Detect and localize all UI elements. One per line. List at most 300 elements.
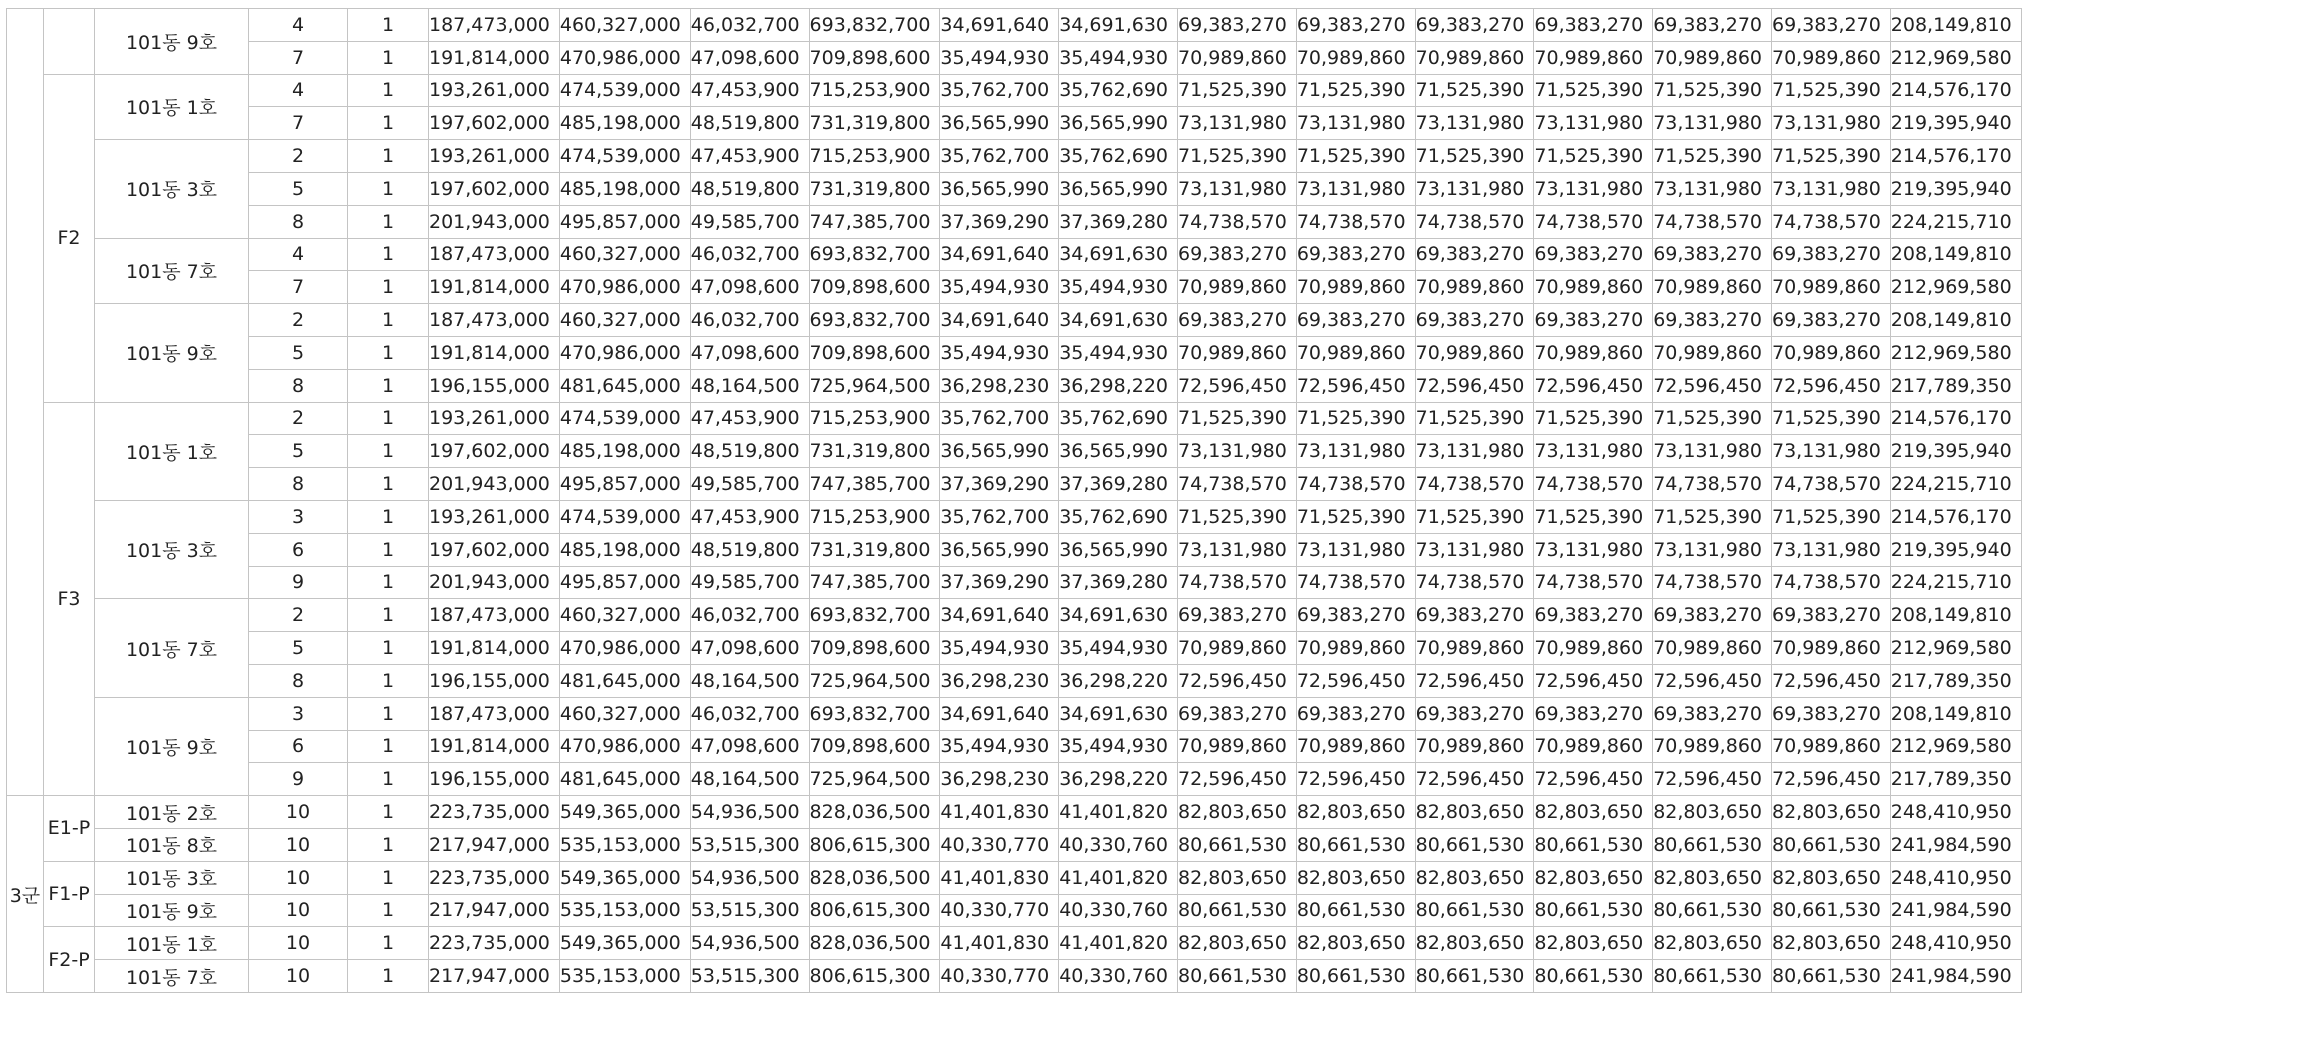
data-cell: 747,385,700: [809, 566, 940, 599]
data-cell: 248,410,950: [1890, 796, 2021, 829]
data-cell: 71,525,390: [1653, 500, 1772, 533]
data-cell: 193,261,000: [429, 140, 560, 173]
data-cell: 36,298,230: [940, 664, 1059, 697]
data-cell: 74,738,570: [1534, 468, 1653, 501]
data-cell: 82,803,650: [1296, 861, 1415, 894]
data-cell: 2: [249, 140, 348, 173]
data-cell: 474,539,000: [559, 500, 690, 533]
unit-cell: 101동 9호: [95, 697, 249, 795]
data-cell: 46,032,700: [690, 238, 809, 271]
data-cell: 214,576,170: [1890, 74, 2021, 107]
data-cell: 80,661,530: [1653, 894, 1772, 927]
data-cell: 80,661,530: [1415, 894, 1534, 927]
data-cell: 212,969,580: [1890, 41, 2021, 74]
table-row: [7, 632, 2022, 665]
data-cell: 806,615,300: [809, 828, 940, 861]
data-cell: 80,661,530: [1178, 894, 1297, 927]
data-cell: 70,989,860: [1534, 632, 1653, 665]
table-row: [7, 599, 2022, 632]
data-cell: 693,832,700: [809, 9, 940, 42]
data-cell: 72,596,450: [1415, 369, 1534, 402]
data-cell: 48,164,500: [690, 369, 809, 402]
data-cell: 201,943,000: [429, 468, 560, 501]
data-cell: 35,494,930: [940, 632, 1059, 665]
data-cell: 72,596,450: [1653, 369, 1772, 402]
data-cell: 69,383,270: [1415, 697, 1534, 730]
data-cell: 223,735,000: [429, 796, 560, 829]
data-cell: 35,494,930: [940, 271, 1059, 304]
data-cell: 70,989,860: [1178, 632, 1297, 665]
data-cell: 191,814,000: [429, 271, 560, 304]
data-cell: 485,198,000: [559, 107, 690, 140]
data-cell: 35,494,930: [1059, 730, 1178, 763]
data-cell: 3: [249, 697, 348, 730]
data-cell: 70,989,860: [1653, 271, 1772, 304]
table-row: [7, 927, 2022, 960]
data-cell: 37,369,280: [1059, 566, 1178, 599]
data-cell: 80,661,530: [1415, 960, 1534, 993]
data-cell: 72,596,450: [1534, 664, 1653, 697]
table-row: [7, 500, 2022, 533]
data-cell: 74,738,570: [1415, 205, 1534, 238]
data-cell: 47,453,900: [690, 402, 809, 435]
table-row: [7, 369, 2022, 402]
subgroup-cell: F2: [44, 74, 95, 402]
table-row: [7, 763, 2022, 796]
data-cell: 82,803,650: [1653, 861, 1772, 894]
data-cell: 49,585,700: [690, 468, 809, 501]
data-cell: 196,155,000: [429, 369, 560, 402]
data-cell: 197,602,000: [429, 172, 560, 205]
data-cell: 201,943,000: [429, 566, 560, 599]
data-cell: 48,519,800: [690, 172, 809, 205]
data-cell: 828,036,500: [809, 861, 940, 894]
table-row: [7, 533, 2022, 566]
data-cell: 72,596,450: [1534, 369, 1653, 402]
data-cell: 73,131,980: [1653, 435, 1772, 468]
data-cell: 71,525,390: [1772, 140, 1891, 173]
data-cell: 70,989,860: [1178, 271, 1297, 304]
data-cell: 72,596,450: [1534, 763, 1653, 796]
data-cell: 208,149,810: [1890, 9, 2021, 42]
data-cell: 69,383,270: [1772, 238, 1891, 271]
data-cell: 74,738,570: [1296, 468, 1415, 501]
data-cell: 6: [249, 533, 348, 566]
data-cell: 193,261,000: [429, 402, 560, 435]
data-cell: 82,803,650: [1415, 861, 1534, 894]
data-cell: 82,803,650: [1415, 796, 1534, 829]
table-row: [7, 140, 2022, 173]
subgroup-cell: [44, 9, 95, 75]
data-cell: 82,803,650: [1772, 927, 1891, 960]
data-cell: 219,395,940: [1890, 533, 2021, 566]
data-cell: 35,762,700: [940, 402, 1059, 435]
data-cell: 223,735,000: [429, 861, 560, 894]
data-cell: 495,857,000: [559, 205, 690, 238]
data-cell: 40,330,760: [1059, 894, 1178, 927]
data-cell: 1: [348, 730, 429, 763]
data-cell: 35,762,700: [940, 140, 1059, 173]
data-cell: 69,383,270: [1653, 238, 1772, 271]
data-cell: 715,253,900: [809, 500, 940, 533]
data-cell: 80,661,530: [1296, 828, 1415, 861]
data-cell: 82,803,650: [1534, 861, 1653, 894]
subgroup-cell: F2-P: [44, 927, 95, 993]
data-cell: 9: [249, 566, 348, 599]
unit-cell: 101동 1호: [95, 927, 249, 960]
data-cell: 248,410,950: [1890, 861, 2021, 894]
data-cell: 73,131,980: [1534, 533, 1653, 566]
data-cell: 693,832,700: [809, 599, 940, 632]
data-cell: 72,596,450: [1415, 763, 1534, 796]
data-cell: 5: [249, 435, 348, 468]
unit-cell: 101동 1호: [95, 74, 249, 140]
data-cell: 69,383,270: [1534, 9, 1653, 42]
data-cell: 495,857,000: [559, 566, 690, 599]
data-cell: 40,330,760: [1059, 828, 1178, 861]
table-row: [7, 336, 2022, 369]
data-cell: 34,691,640: [940, 238, 1059, 271]
unit-cell: 101동 9호: [95, 9, 249, 75]
data-cell: 53,515,300: [690, 828, 809, 861]
data-cell: 485,198,000: [559, 533, 690, 566]
data-cell: 80,661,530: [1178, 828, 1297, 861]
table-row: [7, 566, 2022, 599]
data-cell: 72,596,450: [1415, 664, 1534, 697]
data-cell: 70,989,860: [1296, 336, 1415, 369]
data-cell: 1: [348, 172, 429, 205]
data-cell: 69,383,270: [1178, 9, 1297, 42]
data-cell: 46,032,700: [690, 304, 809, 337]
table-row: [7, 107, 2022, 140]
data-cell: 8: [249, 468, 348, 501]
data-cell: 73,131,980: [1178, 533, 1297, 566]
data-cell: 34,691,640: [940, 9, 1059, 42]
data-cell: 7: [249, 271, 348, 304]
data-cell: 69,383,270: [1178, 599, 1297, 632]
data-cell: 224,215,710: [1890, 205, 2021, 238]
data-cell: 41,401,830: [940, 796, 1059, 829]
data-cell: 1: [348, 402, 429, 435]
data-cell: 1: [348, 664, 429, 697]
data-cell: 72,596,450: [1653, 763, 1772, 796]
data-cell: 74,738,570: [1772, 205, 1891, 238]
data-cell: 460,327,000: [559, 599, 690, 632]
data-cell: 1: [348, 697, 429, 730]
data-cell: 72,596,450: [1178, 763, 1297, 796]
data-cell: 1: [348, 599, 429, 632]
data-cell: 74,738,570: [1534, 205, 1653, 238]
data-cell: 187,473,000: [429, 304, 560, 337]
data-cell: 217,947,000: [429, 960, 560, 993]
data-cell: 71,525,390: [1653, 140, 1772, 173]
data-cell: 53,515,300: [690, 960, 809, 993]
data-cell: 69,383,270: [1296, 697, 1415, 730]
data-cell: 10: [249, 960, 348, 993]
table-row: [7, 468, 2022, 501]
data-cell: 36,565,990: [940, 107, 1059, 140]
data-cell: 208,149,810: [1890, 304, 2021, 337]
data-cell: 70,989,860: [1296, 41, 1415, 74]
data-cell: 470,986,000: [559, 336, 690, 369]
data-cell: 731,319,800: [809, 435, 940, 468]
data-cell: 535,153,000: [559, 894, 690, 927]
data-cell: 46,032,700: [690, 9, 809, 42]
data-cell: 1: [348, 763, 429, 796]
subgroup-cell: F1-P: [44, 861, 95, 927]
data-cell: 73,131,980: [1296, 107, 1415, 140]
data-cell: 70,989,860: [1296, 632, 1415, 665]
data-cell: 71,525,390: [1653, 402, 1772, 435]
data-cell: 35,494,930: [1059, 632, 1178, 665]
data-cell: 1: [348, 304, 429, 337]
data-cell: 191,814,000: [429, 730, 560, 763]
data-cell: 72,596,450: [1178, 369, 1297, 402]
data-cell: 41,401,820: [1059, 796, 1178, 829]
data-cell: 74,738,570: [1415, 566, 1534, 599]
data-cell: 73,131,980: [1534, 172, 1653, 205]
data-cell: 725,964,500: [809, 763, 940, 796]
table-row: [7, 9, 2022, 42]
unit-cell: 101동 3호: [95, 861, 249, 894]
data-cell: 197,602,000: [429, 435, 560, 468]
data-cell: 80,661,530: [1534, 894, 1653, 927]
data-cell: 4: [249, 74, 348, 107]
data-cell: 71,525,390: [1415, 74, 1534, 107]
data-cell: 69,383,270: [1653, 9, 1772, 42]
data-cell: 54,936,500: [690, 927, 809, 960]
data-cell: 460,327,000: [559, 304, 690, 337]
data-cell: 481,645,000: [559, 664, 690, 697]
data-cell: 71,525,390: [1296, 500, 1415, 533]
data-cell: 73,131,980: [1178, 107, 1297, 140]
data-cell: 80,661,530: [1534, 960, 1653, 993]
data-cell: 731,319,800: [809, 533, 940, 566]
data-cell: 70,989,860: [1653, 41, 1772, 74]
data-cell: 71,525,390: [1178, 500, 1297, 533]
data-cell: 693,832,700: [809, 697, 940, 730]
data-cell: 3: [249, 500, 348, 533]
data-cell: 1: [348, 796, 429, 829]
data-cell: 1: [348, 41, 429, 74]
data-cell: 69,383,270: [1415, 9, 1534, 42]
data-cell: 82,803,650: [1178, 927, 1297, 960]
data-cell: 1: [348, 9, 429, 42]
data-cell: 4: [249, 9, 348, 42]
data-cell: 8: [249, 205, 348, 238]
data-cell: 201,943,000: [429, 205, 560, 238]
data-cell: 37,369,280: [1059, 205, 1178, 238]
data-cell: 80,661,530: [1772, 894, 1891, 927]
data-cell: 2: [249, 304, 348, 337]
data-cell: 217,789,350: [1890, 369, 2021, 402]
data-cell: 70,989,860: [1653, 730, 1772, 763]
data-cell: 82,803,650: [1178, 861, 1297, 894]
data-cell: 715,253,900: [809, 402, 940, 435]
data-cell: 73,131,980: [1415, 172, 1534, 205]
data-cell: 73,131,980: [1178, 172, 1297, 205]
data-cell: 217,789,350: [1890, 763, 2021, 796]
data-cell: 69,383,270: [1415, 238, 1534, 271]
subgroup-cell: E1-P: [44, 796, 95, 862]
data-cell: 80,661,530: [1415, 828, 1534, 861]
data-cell: 41,401,820: [1059, 861, 1178, 894]
data-cell: 69,383,270: [1178, 697, 1297, 730]
data-cell: 80,661,530: [1296, 894, 1415, 927]
data-cell: 73,131,980: [1534, 107, 1653, 140]
data-cell: 69,383,270: [1653, 304, 1772, 337]
data-cell: 70,989,860: [1653, 336, 1772, 369]
data-cell: 4: [249, 238, 348, 271]
data-cell: 48,164,500: [690, 763, 809, 796]
data-cell: 73,131,980: [1653, 172, 1772, 205]
data-cell: 36,565,990: [1059, 435, 1178, 468]
data-cell: 460,327,000: [559, 9, 690, 42]
data-cell: 474,539,000: [559, 140, 690, 173]
data-cell: 187,473,000: [429, 697, 560, 730]
data-cell: 693,832,700: [809, 238, 940, 271]
data-cell: 71,525,390: [1534, 402, 1653, 435]
data-cell: 1: [348, 336, 429, 369]
data-cell: 36,298,220: [1059, 763, 1178, 796]
data-cell: 37,369,290: [940, 566, 1059, 599]
data-cell: 54,936,500: [690, 796, 809, 829]
data-cell: 40,330,770: [940, 828, 1059, 861]
data-cell: 5: [249, 336, 348, 369]
data-cell: 725,964,500: [809, 664, 940, 697]
table-row: [7, 304, 2022, 337]
table-row: [7, 697, 2022, 730]
data-cell: 34,691,630: [1059, 238, 1178, 271]
data-cell: 36,565,990: [940, 172, 1059, 205]
data-cell: 709,898,600: [809, 730, 940, 763]
data-cell: 69,383,270: [1296, 599, 1415, 632]
data-cell: 196,155,000: [429, 664, 560, 697]
unit-cell: 101동 9호: [95, 304, 249, 402]
data-cell: 1: [348, 107, 429, 140]
data-cell: 481,645,000: [559, 369, 690, 402]
data-cell: 193,261,000: [429, 500, 560, 533]
unit-cell: 101동 2호: [95, 796, 249, 829]
data-cell: 36,298,220: [1059, 664, 1178, 697]
data-cell: 70,989,860: [1296, 730, 1415, 763]
data-cell: 70,989,860: [1772, 271, 1891, 304]
data-cell: 35,494,930: [1059, 336, 1178, 369]
data-cell: 70,989,860: [1534, 271, 1653, 304]
data-cell: 34,691,640: [940, 304, 1059, 337]
data-cell: 71,525,390: [1296, 402, 1415, 435]
data-cell: 36,298,230: [940, 763, 1059, 796]
data-cell: 10: [249, 861, 348, 894]
table-row: [7, 238, 2022, 271]
data-cell: 35,762,690: [1059, 500, 1178, 533]
data-cell: 212,969,580: [1890, 632, 2021, 665]
data-cell: 212,969,580: [1890, 271, 2021, 304]
data-cell: 37,369,280: [1059, 468, 1178, 501]
data-cell: 34,691,630: [1059, 304, 1178, 337]
data-cell: 70,989,860: [1178, 336, 1297, 369]
data-cell: 73,131,980: [1415, 533, 1534, 566]
data-cell: 747,385,700: [809, 468, 940, 501]
data-cell: 69,383,270: [1178, 304, 1297, 337]
data-cell: 74,738,570: [1415, 468, 1534, 501]
data-cell: 73,131,980: [1653, 107, 1772, 140]
data-cell: 71,525,390: [1178, 74, 1297, 107]
data-cell: 470,986,000: [559, 632, 690, 665]
data-cell: 69,383,270: [1415, 304, 1534, 337]
data-cell: 191,814,000: [429, 41, 560, 74]
data-cell: 74,738,570: [1296, 205, 1415, 238]
data-cell: 71,525,390: [1296, 140, 1415, 173]
data-cell: 71,525,390: [1772, 74, 1891, 107]
data-cell: 35,762,700: [940, 500, 1059, 533]
data-cell: 73,131,980: [1178, 435, 1297, 468]
data-cell: 82,803,650: [1772, 796, 1891, 829]
data-cell: 485,198,000: [559, 435, 690, 468]
table-row: [7, 41, 2022, 74]
data-cell: 82,803,650: [1653, 796, 1772, 829]
data-cell: 1: [348, 238, 429, 271]
data-cell: 806,615,300: [809, 960, 940, 993]
data-cell: 725,964,500: [809, 369, 940, 402]
data-cell: 7: [249, 41, 348, 74]
data-cell: 82,803,650: [1772, 861, 1891, 894]
table-row: [7, 861, 2022, 894]
data-cell: 1: [348, 894, 429, 927]
data-cell: 460,327,000: [559, 697, 690, 730]
data-cell: 34,691,630: [1059, 599, 1178, 632]
data-cell: 34,691,630: [1059, 9, 1178, 42]
data-cell: 187,473,000: [429, 238, 560, 271]
data-cell: 8: [249, 664, 348, 697]
data-cell: 241,984,590: [1890, 960, 2021, 993]
data-cell: 69,383,270: [1415, 599, 1534, 632]
data-cell: 193,261,000: [429, 74, 560, 107]
data-cell: 72,596,450: [1772, 664, 1891, 697]
data-cell: 73,131,980: [1296, 533, 1415, 566]
data-cell: 70,989,860: [1534, 336, 1653, 369]
data-cell: 71,525,390: [1534, 500, 1653, 533]
data-cell: 191,814,000: [429, 632, 560, 665]
data-cell: 40,330,770: [940, 894, 1059, 927]
data-cell: 71,525,390: [1772, 402, 1891, 435]
data-cell: 224,215,710: [1890, 566, 2021, 599]
data-cell: 40,330,760: [1059, 960, 1178, 993]
data-cell: 70,989,860: [1178, 41, 1297, 74]
data-cell: 72,596,450: [1296, 664, 1415, 697]
data-cell: 208,149,810: [1890, 238, 2021, 271]
data-cell: 41,401,830: [940, 861, 1059, 894]
data-cell: 715,253,900: [809, 140, 940, 173]
data-cell: 34,691,630: [1059, 697, 1178, 730]
data-cell: 73,131,980: [1415, 107, 1534, 140]
data-cell: 806,615,300: [809, 894, 940, 927]
data-cell: 70,989,860: [1178, 730, 1297, 763]
data-cell: 47,453,900: [690, 74, 809, 107]
data-cell: 36,565,990: [940, 533, 1059, 566]
data-cell: 47,453,900: [690, 140, 809, 173]
data-cell: 208,149,810: [1890, 697, 2021, 730]
data-cell: 80,661,530: [1772, 828, 1891, 861]
data-cell: 214,576,170: [1890, 500, 2021, 533]
data-cell: 1: [348, 533, 429, 566]
data-cell: 69,383,270: [1534, 697, 1653, 730]
data-cell: 35,762,690: [1059, 402, 1178, 435]
data-cell: 82,803,650: [1296, 796, 1415, 829]
data-cell: 72,596,450: [1178, 664, 1297, 697]
data-cell: 35,762,690: [1059, 74, 1178, 107]
data-cell: 49,585,700: [690, 205, 809, 238]
